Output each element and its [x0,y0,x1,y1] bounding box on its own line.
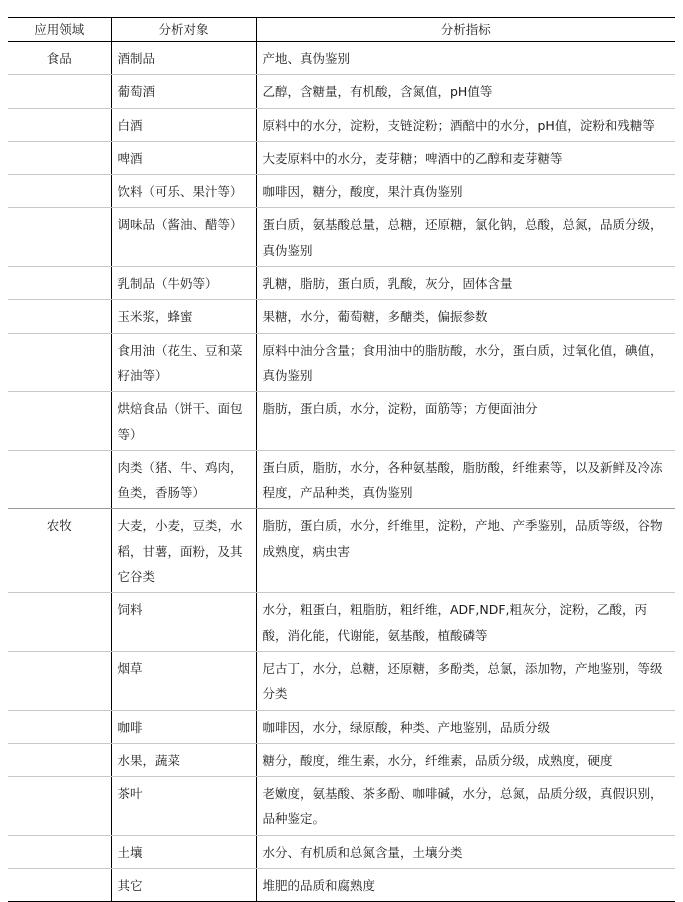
object-cell: 玉米浆，蜂蜜 [111,300,256,333]
domain-cell: 农牧 [8,509,111,593]
object-cell: 大麦，小麦，豆类，水稻，甘薯，面粉，及其它谷类 [111,509,256,593]
domain-cell [8,175,111,208]
indicator-cell: 老嫩度，氨基酸、茶多酚、咖啡碱，水分，总氮，品质分级，真假识别，品种鉴定。 [256,777,675,836]
table-row [8,710,675,743]
domain-cell [8,392,111,451]
object-cell: 啤酒 [111,141,256,174]
table-row [8,509,675,593]
object-cell: 水果，蔬菜 [111,743,256,776]
indicator-cell: 咖啡因，水分，绿原酸，种类、产地鉴别，品质分级 [256,710,675,743]
domain-cell [8,743,111,776]
object-cell: 其它 [111,869,256,902]
table-row [8,835,675,868]
object-cell: 酒制品 [111,42,256,75]
domain-cell [8,710,111,743]
indicator-cell: 产地、真伪鉴别 [256,42,675,75]
object-cell: 土壤 [111,835,256,868]
domain-cell [8,333,111,392]
domain-cell: 食品 [8,42,111,75]
indicator-cell: 堆肥的品质和腐熟度 [256,869,675,902]
domain-cell [8,777,111,836]
table-row [8,869,675,902]
object-cell: 饮料（可乐、果汁等） [111,175,256,208]
object-cell: 乳制品（牛奶等） [111,267,256,300]
indicator-cell: 尼古丁，水分，总糖，还原糖，多酚类，总氯，添加物，产地鉴别，等级分类 [256,651,675,710]
table-row [8,141,675,174]
table-row [8,743,675,776]
object-cell: 咖啡 [111,710,256,743]
table-row [8,208,675,267]
table-row [8,300,675,333]
nir-application-table [8,17,675,902]
indicator-cell: 糖分，酸度，维生素，水分，纤维素，品质分级，成熟度，硬度 [256,743,675,776]
header-object: 分析对象 [111,18,256,42]
indicator-cell: 乙醇，含糖量，有机酸，含氮值，pH值等 [256,75,675,108]
domain-cell [8,75,111,108]
indicator-cell: 果糖，水分，葡萄糖，多醣类，偏振参数 [256,300,675,333]
indicator-cell: 乳糖，脂肪，蛋白质，乳酸，灰分，固体含量 [256,267,675,300]
indicator-cell: 脂肪，蛋白质，水分，淀粉，面筋等；方便面油分 [256,392,675,451]
indicator-cell: 蛋白质，脂肪，水分，各种氨基酸，脂肪酸，纤维素等，以及新鲜及冷冻程度，产品种类，真伪鉴别 [256,450,675,509]
table-row [8,450,675,509]
domain-cell [8,835,111,868]
object-cell: 白酒 [111,108,256,141]
domain-cell [8,141,111,174]
domain-cell [8,108,111,141]
indicator-cell: 水分、有机质和总氮含量，土壤分类 [256,835,675,868]
object-cell: 肉类（猪、牛、鸡肉，鱼类，香肠等） [111,450,256,509]
domain-cell [8,300,111,333]
object-cell: 饲料 [111,593,256,652]
object-cell: 茶叶 [111,777,256,836]
table-row [8,593,675,652]
domain-cell [8,651,111,710]
indicator-cell: 水分，粗蛋白，粗脂肪，粗纤维，ADF,NDF,粗灰分，淀粉，乙酸，丙酸，消化能，代谢能，氨基酸，植酸磷等 [256,593,675,652]
indicator-cell: 大麦原料中的水分，麦芽糖；啤酒中的乙醇和麦芽糖等 [256,141,675,174]
header-domain: 应用领域 [8,18,111,42]
table-row [8,108,675,141]
domain-cell [8,593,111,652]
indicator-cell: 咖啡因，糖分，酸度，果汁真伪鉴别 [256,175,675,208]
header-row [8,18,675,42]
header-indicator: 分析指标 [256,18,675,42]
indicator-cell: 原料中的水分，淀粉，支链淀粉；酒醅中的水分，pH值，淀粉和残糖等 [256,108,675,141]
indicator-cell: 蛋白质，氨基酸总量，总糖，还原糖，氯化钠，总酸，总氮，品质分级，真伪鉴别 [256,208,675,267]
object-cell: 葡萄酒 [111,75,256,108]
table-row [8,333,675,392]
table-row [8,392,675,451]
indicator-cell: 原料中油分含量；食用油中的脂肪酸，水分，蛋白质，过氧化值，碘值，真伪鉴别 [256,333,675,392]
object-cell: 烟草 [111,651,256,710]
domain-cell [8,450,111,509]
table-row [8,175,675,208]
domain-cell [8,208,111,267]
object-cell: 烘焙食品（饼干、面包等） [111,392,256,451]
indicator-cell: 脂肪，蛋白质，水分，纤维里，淀粉，产地、产季鉴别，品质等级，谷物成熟度，病虫害 [256,509,675,593]
domain-cell [8,869,111,902]
table-row [8,777,675,836]
table-row [8,651,675,710]
table-row [8,75,675,108]
object-cell: 调味品（酱油、醋等） [111,208,256,267]
table-row [8,42,675,75]
table-body [8,42,675,902]
table-row [8,267,675,300]
domain-cell [8,267,111,300]
object-cell: 食用油（花生、豆和菜籽油等） [111,333,256,392]
